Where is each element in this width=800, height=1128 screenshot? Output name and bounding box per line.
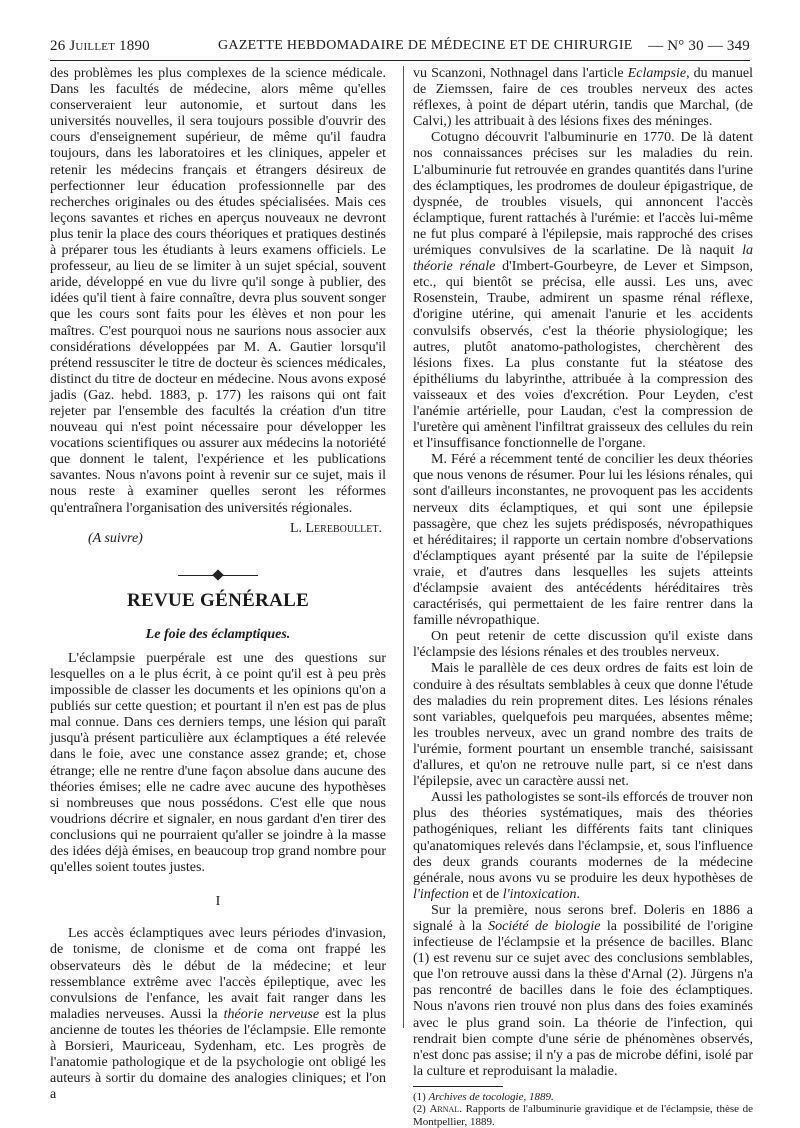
paragraph: L'éclampsie puerpérale est une des questions sur lesquelles on a le plus écrit, à ce point qu'il est à peu près impossible de classer les documents et les opinions qu'on a publiés sur cette question; et pourtant il n'en est pas de plus mal connue. Dans ces derniers temps, une lésion qui paraît jusqu'à présent particulière aux éclamptiques a été relevée dans le foie, avec une constance assez grande; et, chose étrange; elle ne rentre d'une façon absolue dans aucune des théories émises; elle ne cadre avec aucune des hypothèses si nombreuses que nous possédons. C'est elle que nous voudrions décrire et signaler, en nous gardant d'en tirer des conclusions qui ne pourraient qu'aller se joindre à la masse des idées déjà émises, en beaucoup trop grand nombre pour qu'elles soient toutes justes. (50, 650, 386, 876)
paragraph: vu Scanzoni, Nothnagel dans l'article Eclampsie, du manuel de Ziemssen, faire de ces troubles nerveux des actes réflexes, à point de départ utérin, tandis que Marchal, (de Calvi,) les attribuait à des lésions fixes des méninges. (413, 66, 753, 130)
ornament-divider (178, 571, 258, 579)
chapter-numeral: I (215, 894, 221, 910)
section-heading: REVUE GÉNÉRALE (126, 589, 310, 611)
footnote-rule (413, 1086, 503, 1087)
paragraph: On peut retenir de cette discussion qu'il existe dans l'éclampsie des lésions rénales et des troubles nerveux. (413, 629, 753, 661)
footnote: (2) Arnal. Rapports de l'albuminurie gravidique et de l'éclampsie, thèse de Montpellier, 1889. (413, 1103, 754, 1128)
left-column (50, 66, 386, 1103)
running-header (50, 38, 750, 61)
paragraph: Les accès éclamptiques avec leurs périodes d'invasion, de tonisme, de clonisme et de coma ont frappé les observateurs dès le début de la médecine; et leur ressemblance extrême avec l'accès épileptique, avec les convulsions de l'enfance, les avait fait ranger dans les maladies nerveuses. Aussi la théorie nerveuse est la plus ancienne de toutes les théories de l'éclampsie. Elle remonte à Borsieri, Mauriceau, Sydenham, etc. Les progrès de l'anatomie pathologique et de la psychologie ont obligé les auteurs à sortir du domaine des analogies cliniques; et l'on a (50, 926, 386, 1103)
footnote: (1) Archives de tocologie, 1889. (413, 1090, 554, 1103)
paragraph: Mais le parallèle de ces deux ordres de faits est loin de conduire à des résultats semblables à ceux que donne l'étude des maladies du rein proprement dites. Les lésions rénales sont variables, quelquefois peu marquées, absentes même; les troubles nerveux, avec un grand nombre des traits de l'urémie, forment pourtant un ensemble tranché, saisissant d'allures, et qu'on ne retrouve nulle part, si ce n'est dans l'épilepsie, avec un caractère aussi net. (413, 661, 753, 790)
to-be-continued: (A suivre) (88, 530, 143, 546)
paragraph: Sur la première, nous serons bref. Doleris en 1886 a signalé à la Société de biologie la possibilité de l'origine infectieuse de l'éclampsie et la présence de bacilles. Blanc (1) est revenu sur ce sujet avec des conclusions semblables, que l'on retrouve aussi dans la thèse d'Arnal (2). Jürgens n'a pas rencontré de bacilles dans le foie des éclamptiques. Nous n'avons rien trouvé non plus dans des foies examinés avec le plus grand soin. La théorie de l'infection, qui rendrait bien compte d'une série de phénomènes observés, n'est donc pas assise; il n'y a pas de microbe défini, isolé par la culture et reproduisant la maladie. (413, 902, 753, 1079)
signature-block (50, 521, 386, 547)
article-title: Le foie des éclamptiques. (145, 626, 291, 642)
issue-page-number: — N° 30 — 349 (648, 38, 750, 54)
paragraph: M. Féré a récemment tenté de concilier les deux théories que nous venons de résumer. Pour lui les lésions rénales, qui sont d'ailleurs inconstantes, ne provoquent pas les accidents nerveux dits éclamptiques, et qui sont une épilepsie passagère, que chez les sujets prédisposés, névropathiques et héréditaires; il rapporte un certain nombre d'observations d'éclamptiques ayant présenté par la suite de l'épilepsie vraie, et d'autres dans lesquelles les sujets atteints d'éclampsie avaient des antécédents héréditaires très caractérisés, qui permettaient de les faire rentrer dans la famille névropathique. (413, 452, 753, 629)
paragraph: des problèmes les plus complexes de la science médicale. Dans les facultés de médecine, alors même qu'elles conserveraient leur autonomie, et surtout dans les universités nouvelles, il sera toujours possible d'ouvrir des cours d'enseignement supérieur, de même qu'il faudra toujours, dans les laboratoires et les cliniques, appeler et retenir les médecins français et étrangers désireux de perfectionner leur éducation professionnelle par des recherches originales ou des études spécialisées. Mais ces leçons savantes et riches en aperçus nouveaux ne devront plus tenir la place des cours théoriques et pratiques destinés à préparer tous les étudiants à leurs examens officiels. Le professeur, au lieu de se limiter à un sujet spécial, souvent aride, développé en vue du livre qu'il songe à publier, des idées qu'il tient à faire connaître, devra plus souvent songer que les cours sont faits pour les élèves et non pour les maîtres. C'est pourquoi nous ne saurions nous associer aux considérations développées par M. A. Gautier lorsqu'il prétend ressusciter le titre de docteur ès sciences médicales, distinct du titre de docteur en médecine. Nous avons exposé jadis (Gaz. hebd. 1883, p. 177) les raisons qui ont fait rejeter par l'ensemble des facultés la création d'un titre nouveau qui n'est point nécessaire pour développer les vocations scientifiques ou assurer aux médecins la notoriété que donnent le talent, l'expérience et les publications savantes. Nous n'avons point à revenir sur ce sujet, mais il nous reste à examiner quelles seront les réformes qu'entraînera l'organisation des universités régionales. (50, 66, 386, 516)
journal-title: GAZETTE HEBDOMADAIRE DE MÉDECINE ET DE CHIRURGIE (218, 38, 633, 53)
author-signature: L. Lereboullet. (289, 520, 382, 536)
right-column (413, 66, 753, 1128)
column-divider (403, 66, 404, 1028)
paragraph: Cotugno découvrit l'albuminurie en 1770. De là datent nos connaissances précises sur les maladies du rein. L'albuminurie fut retrouvée en grandes quantités dans l'urine des éclamptiques, les prodromes de douleur épigastrique, de dyspnée, de troubles visuels, qui annoncent l'accès éclamptique, furent rattachés à l'urémie: et l'accès lui-même ne fut plus comparé à l'épilepsie, mais rapproché des crises urémiques convulsives de la scarlatine. De là naquit la théorie rénale d'Imbert-Gourbeyre, de Lever et Simpson, etc., qui bientôt se précisa, elle aussi. Les uns, avec Rosenstein, Traube, admirent un spasme rénal réflexe, d'origine utérine, qui amenait l'anurie et les accidents convulsifs observés, c'est la théorie physiologique; les autres, plutôt anatomo-pathologistes, cherchèrent des lésions fixes. La plus constante fut la stéatose des épithéliums du labyrinthe, attribuée à la compression des vaisseaux et des voies d'excrétion. Pour Leyden, c'est l'anémie artérielle, pour Laudan, c'est la compression de l'uretère qui amènent l'infiltrat graisseux des cellules du rein et l'insuffisance fonctionnelle de l'organe. (413, 130, 753, 452)
header-date: 26 Juillet 1890 (50, 38, 150, 54)
paragraph: Aussi les pathologistes se sont-ils efforcés de trouver non plus des théories systématiques, mais des théories pathogéniques, reliant les différents faits tant cliniques qu'anatomiques relevés dans l'éclampsie, et, sous l'influence des deux grands courants modernes de la médecine générale, nous avons vu se produire les deux hypothèses de l'infection et de l'intoxication. (413, 790, 753, 902)
